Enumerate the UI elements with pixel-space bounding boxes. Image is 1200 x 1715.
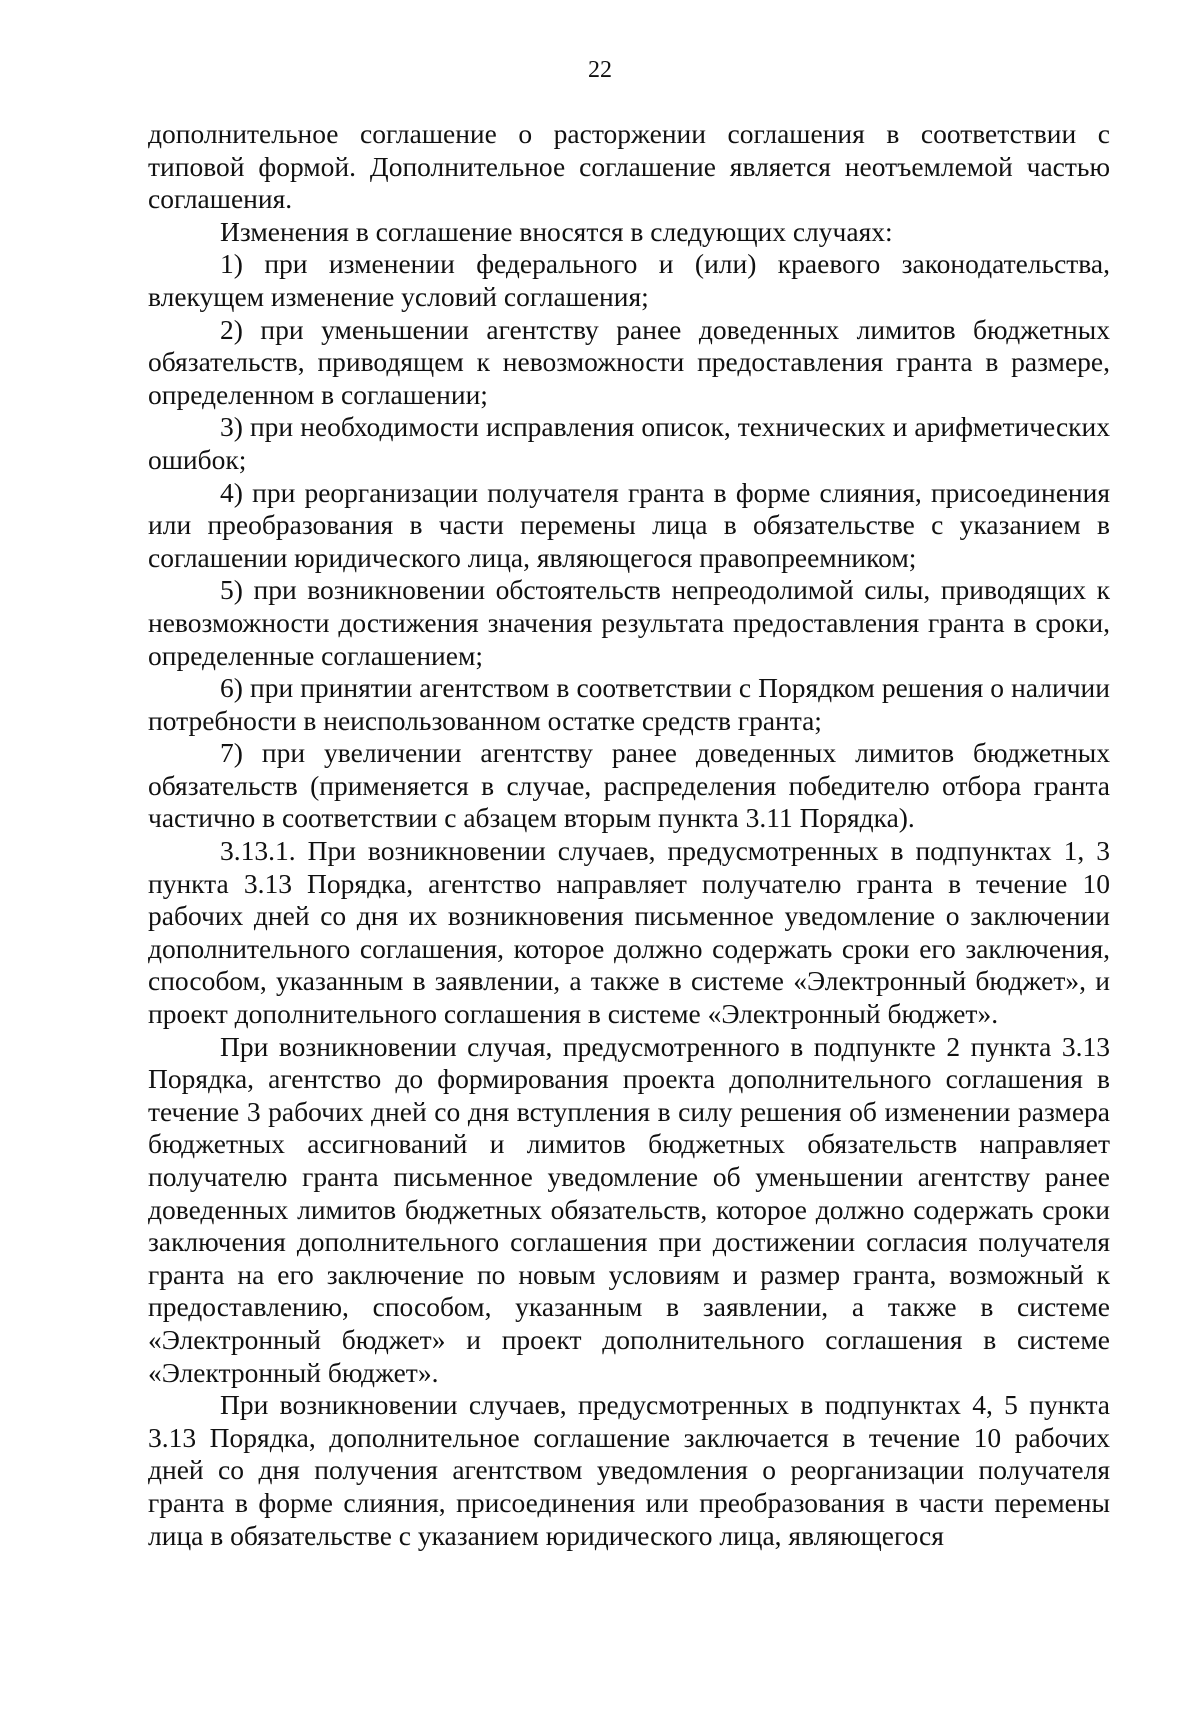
paragraph-continuation: дополнительное соглашение о расторжении соглашения в соответствии с типовой формой. Дополнительное соглашение является неотъемлемой частью соглашения. xyxy=(148,118,1110,215)
list-item-1: 1) при изменении федерального и (или) краевого законодательства, влекущем изменение условий соглашения; xyxy=(148,248,1110,312)
list-item-3: 3) при необходимости исправления описок, технических и арифметических ошибок; xyxy=(148,411,1110,475)
list-item-7: 7) при увеличении агентству ранее доведенных лимитов бюджетных обязательств (применяется в случае, распределения победителю отбора гранта частично в соответствии с абзацем вторым пункта 3.11 Порядка). xyxy=(148,737,1110,834)
page-number: 22 xyxy=(588,57,612,83)
list-item-4: 4) при реорганизации получателя гранта в форме слияния, присоединения или преобразования в части перемены лица в обязательстве с указанием в соглашении юридического лица, являющегося правопреемником; xyxy=(148,476,1110,573)
list-item-2: 2) при уменьшении агентству ранее доведенных лимитов бюджетных обязательств, приводящем к невозможности предоставления гранта в размере, определенном в соглашении; xyxy=(148,313,1110,410)
paragraph-3-13-1: 3.13.1. При возникновении случаев, предусмотренных в подпунктах 1, 3 пункта 3.13 Порядка, агентство направляет получателю гранта в течение 10 рабочих дней со дня их возникновения письменное уведомление о заключении дополнительного соглашения, которое должно содержать сроки его заключения, способом, указанным в заявлении, а также в системе «Электронный бюджет», и проект дополнительного соглашения в системе «Электронный бюджет». xyxy=(148,835,1110,1030)
list-item-6: 6) при принятии агентством в соответствии с Порядком решения о наличии потребности в неиспользованном остатке средств гранта; xyxy=(148,672,1110,736)
document-body xyxy=(148,118,1110,1552)
paragraph-case-2: При возникновении случая, предусмотренного в подпункте 2 пункта 3.13 Порядка, агентство до формирования проекта дополнительного соглашения в течение 3 рабочих дней со дня вступления в силу решения об изменении размера бюджетных ассигнований и лимитов бюджетных обязательств направляет получателю гранта письменное уведомление об уменьшении агентству ранее доведенных лимитов бюджетных обязательств, которое должно содержать сроки заключения дополнительного соглашения при достижении согласия получателя гранта на его заключение по новым условиям и размер гранта, возможный к предоставлению, способом, указанным в заявлении, а также в системе «Электронный бюджет» и проект дополнительного соглашения в системе «Электронный бюджет». xyxy=(148,1030,1110,1388)
paragraph-cases-4-5: При возникновении случаев, предусмотренных в подпунктах 4, 5 пункта 3.13 Порядка, дополнительное соглашение заключается в течение 10 рабочих дней со дня получения агентством уведомления о реорганизации получателя гранта в форме слияния, присоединения или преобразования в части перемены лица в обязательстве с указанием юридического лица, являющегося xyxy=(148,1389,1110,1551)
list-item-5: 5) при возникновении обстоятельств непреодолимой силы, приводящих к невозможности достижения значения результата предоставления гранта в сроки, определенные соглашением; xyxy=(148,574,1110,671)
paragraph-changes-intro: Изменения в соглашение вносятся в следующих случаях: xyxy=(220,215,893,247)
